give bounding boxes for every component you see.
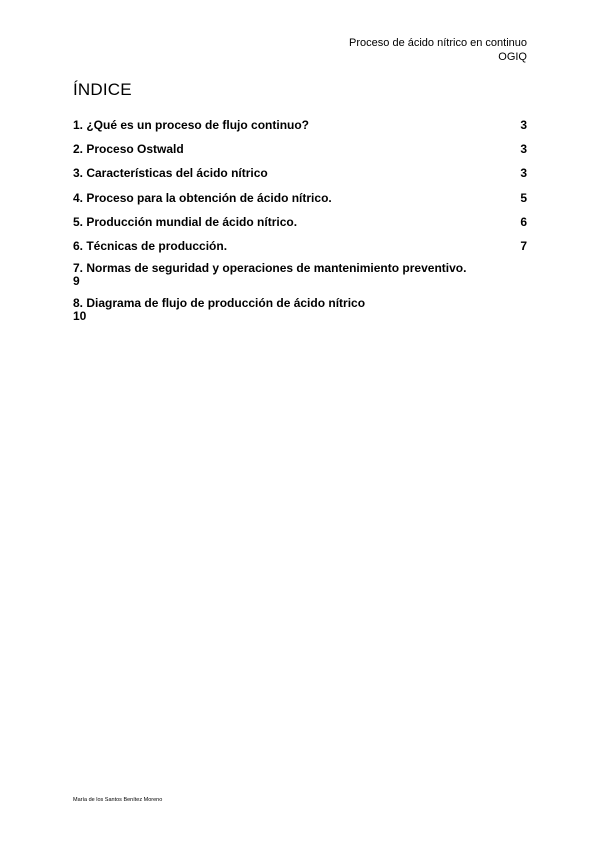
toc-entry-8[interactable] [73,297,527,323]
toc-entry-page: 5 [520,190,527,205]
toc-entry-label: 6. Técnicas de producción. [73,238,228,253]
toc-entry-page: 3 [520,166,527,181]
toc-entry-label: 7. Normas de seguridad y operaciones de mantenimiento preventivo. [73,261,467,276]
toc-entry-page: 7 [520,238,527,253]
toc-entry-label: 8. Diagrama de flujo de producción de ácido nítrico [73,296,366,311]
toc-entry-page: 3 [520,118,527,132]
toc-entry-5[interactable] [73,214,527,238]
toc-entry-2[interactable] [73,141,527,165]
toc-entry-label: 2. Proceso Ostwald [73,142,184,157]
page-title: ÍNDICE [73,80,132,99]
running-header [349,36,527,64]
author-footer: María de los Santos Benítez Moreno [73,797,163,803]
toc-entry-4[interactable] [73,190,527,214]
toc-entry-page: 10 [73,309,87,324]
toc-entry-7[interactable] [73,262,527,288]
toc-entry-3[interactable] [73,165,527,189]
table-of-contents [73,117,527,332]
header-document-title: Proceso de ácido nítrico en continuo [349,37,527,49]
toc-entry-page: 3 [520,142,527,157]
toc-entry-6[interactable] [73,238,527,262]
toc-entry-page: 6 [520,214,527,229]
toc-entry-page: 9 [73,274,80,289]
header-course-code: OGIQ [498,51,527,63]
toc-entry-label: 4. Proceso para la obtención de ácido nítrico. [73,190,332,205]
toc-entry-label: 3. Características del ácido nítrico [73,166,268,181]
toc-entry-label: 5. Producción mundial de ácido nítrico. [73,214,298,229]
toc-entry-label: 1. ¿Qué es un proceso de flujo continuo? [73,118,310,132]
toc-entry-1[interactable] [73,117,527,141]
